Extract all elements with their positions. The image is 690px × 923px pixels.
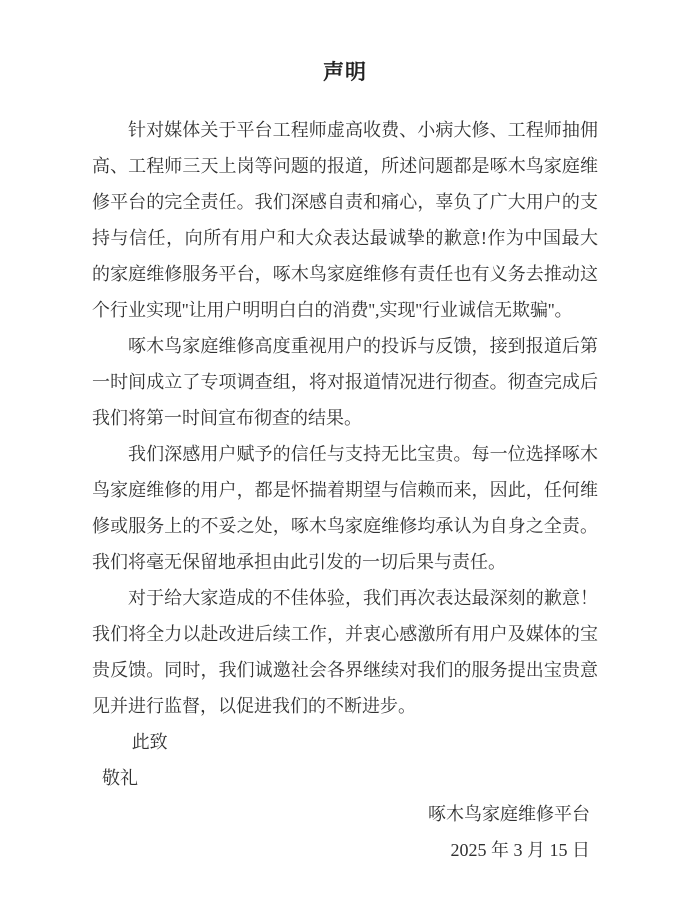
signature-company: 啄木鸟家庭维修平台: [428, 804, 590, 824]
statement-paragraph-1: 针对媒体关于平台工程师虚高收费、小病大修、工程师抽佣高、工程师三天上岗等问题的报道，所述问题都是啄木鸟家庭维修平台的完全责任。我们深感自责和痛心，辜负了广大用户的支持与信任，向所有用户和大众表达最诚挚的歉意!作为中国最大的家庭维修服务平台，啄木鸟家庭维修有责任也有义务去推动这个行业实现''让用户明明白白的消费'',实现''行业诚信无欺骗''。: [92, 120, 598, 320]
document-body: [92, 112, 598, 724]
statement-paragraph-3: 我们深感用户赋予的信任与支持无比宝贵。每一位选择啄木鸟家庭维修的用户，都是怀揣着期望与信赖而来，因此，任何维修或服务上的不妥之处，啄木鸟家庭维修均承认为自身之全责。我们将毫无保留地承担由此引发的一切后果与责任。: [92, 444, 598, 572]
statement-paragraph-4: 对于给大家造成的不佳体验，我们再次表达最深刻的歉意！我们将全力以赴改进后续工作，并衷心感激所有用户及媒体的宝贵反馈。同时，我们诚邀社会各界继续对我们的服务提出宝贵意见并进行监督，以促进我们的不断进步。: [92, 588, 598, 716]
signature-date: 2025 年 3 月 15 日: [450, 840, 590, 860]
signature-block: [92, 796, 598, 868]
closing-cizhi: 此致: [131, 732, 168, 752]
page-title: 声明: [323, 60, 367, 84]
statement-paragraph-2: 啄木鸟家庭维修高度重视用户的投诉与反馈，接到报道后第一时间成立了专项调查组，将对报道情况进行彻查。彻查完成后我们将第一时间宣布彻查的结果。: [92, 336, 598, 428]
closing-jingli: 敬礼: [102, 768, 138, 788]
